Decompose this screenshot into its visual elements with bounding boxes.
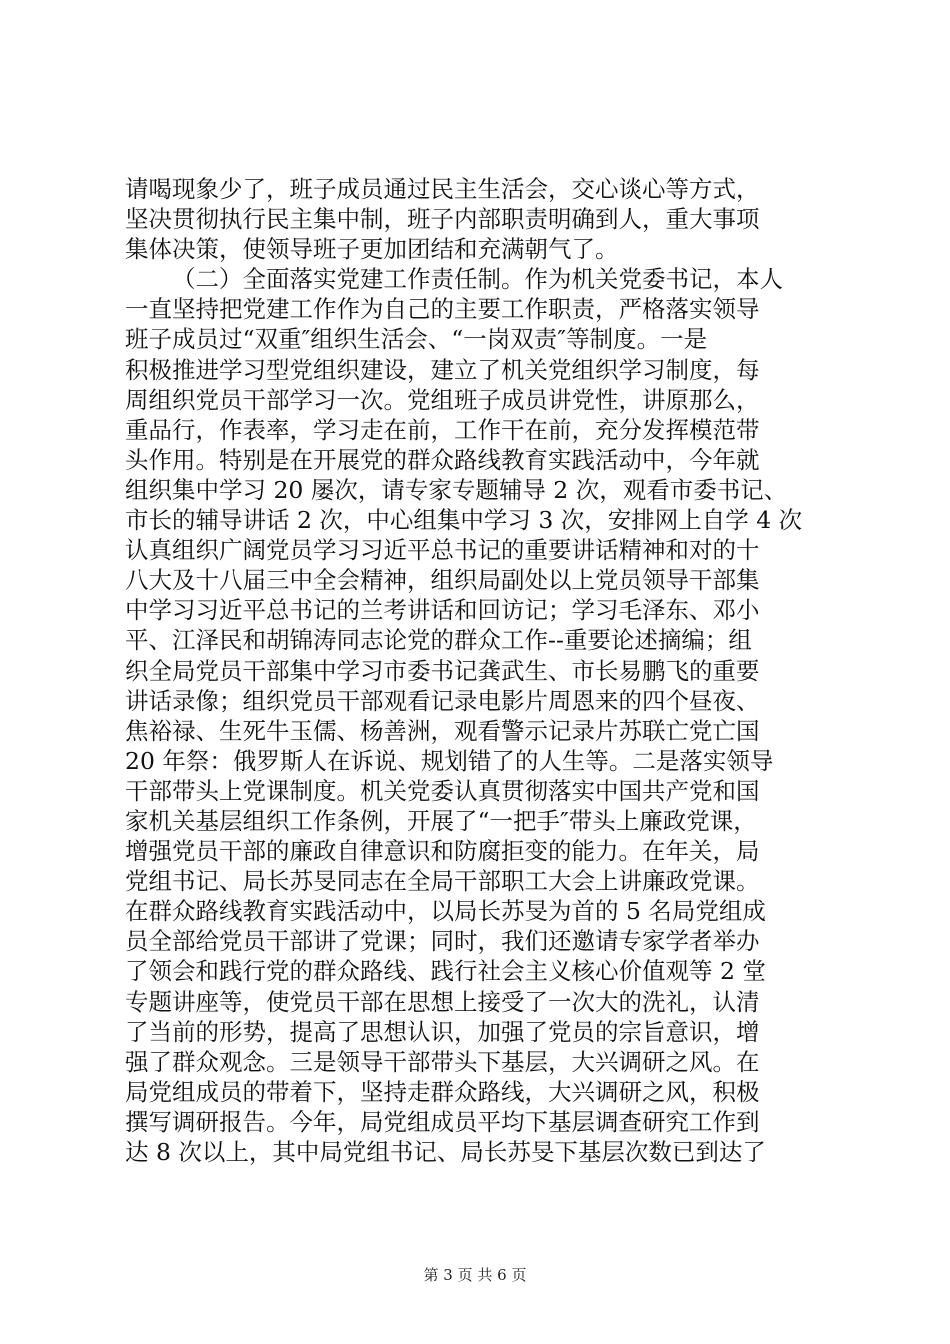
text-line: 强了群众观念。三是领导干部带头下基层，大兴调研之风。在	[125, 1047, 760, 1076]
text-line: 焦裕禄、生死牛玉儒、杨善洲，观看警示记录片苏联亡党亡国	[125, 716, 760, 745]
text-line: 织全局党员干部集中学习市委书记龚武生、市长易鹏飞的重要	[125, 656, 760, 685]
text-line: 了领会和践行党的群众路线、践行社会主义核心价值观等 2 堂	[125, 957, 766, 986]
text-line: 重品行，作表率，学习走在前，工作干在前，充分发挥模范带	[125, 415, 760, 444]
body-text	[125, 174, 835, 1167]
text-line: 一直坚持把党建工作作为自己的主要工作职责，严格落实领导	[125, 295, 760, 324]
text-line: 坚决贯彻执行民主集中制，班子内部职责明确到人，重大事项	[125, 205, 760, 234]
text-line: 了当前的形势，提高了思想认识，加强了党员的宗旨意识，增	[125, 1017, 760, 1046]
text-line: 中学习习近平总书记的兰考讲话和回访记；学习毛泽东、邓小	[125, 596, 760, 625]
text-line: 八大及十八届三中全会精神，组织局副处以上党员领导干部集	[125, 566, 760, 595]
text-line: 党组书记、局长苏旻同志在全局干部职工大会上讲廉政党课。	[125, 867, 760, 896]
text-line: 周组织党员干部学习一次。党组班子成员讲党性，讲原那么，	[125, 385, 760, 414]
text-line: 组织集中学习 20 屡次，请专家专题辅导 2 次，观看市委书记、	[125, 475, 788, 504]
text-line: 专题讲座等，使党员干部在思想上接受了一次大的洗礼，认清	[125, 987, 760, 1016]
paragraph-start-line: （二）全面落实党建工作责任制。作为机关党委书记，本人	[172, 265, 783, 294]
text-line: 平、江泽民和胡锦涛同志论党的群众工作--重要论述摘编；组	[125, 626, 752, 655]
text-line: 市长的辅导讲话 2 次，中心组集中学习 3 次，安排网上自学 4 次	[125, 506, 803, 535]
text-line: 头作用。特别是在开展党的群众路线教育实践活动中，今年就	[125, 445, 760, 474]
text-line: 在群众路线教育实践活动中，以局长苏旻为首的 5 名局党组成	[125, 897, 766, 926]
text-line: 讲话录像；组织党员干部观看记录电影片周恩来的四个昼夜、	[125, 686, 760, 715]
text-line: 达 8 次以上，其中局党组书记、局长苏旻下基层次数已到达了	[125, 1138, 766, 1166]
text-line: 员全部给党员干部讲了党课；同时，我们还邀请专家学者举办	[125, 927, 760, 956]
text-line: 班子成员过“双重″组织生活会、“一岗双责″等制度。一是	[125, 325, 708, 354]
text-line: 撰写调研报告。今年，局党组成员平均下基层调查研究工作到	[125, 1107, 760, 1136]
text-line: 20 年祭：俄罗斯人在诉说、规划错了的人生等。二是落实领导	[125, 746, 774, 775]
page-number-footer: 第 3 页 共 6 页	[423, 1266, 527, 1284]
text-line: 增强党员干部的廉政自律意识和防腐拒变的能力。在年关，局	[125, 837, 760, 866]
text-line: 局党组成员的带着下，坚持走群众路线，大兴调研之风，积极	[125, 1077, 760, 1106]
text-line: 请喝现象少了，班子成员通过民主生活会，交心谈心等方式，	[125, 175, 760, 203]
text-line: 积极推进学习型党组织建设，建立了机关党组织学习制度，每	[125, 355, 760, 384]
text-line: 干部带头上党课制度。机关党委认真贯彻落实中国共产党和国	[125, 776, 760, 805]
text-line: 认真组织广阔党员学习习近平总书记的重要讲话精神和对的十	[125, 536, 760, 565]
text-line: 集体决策，使领导班子更加团结和充满朝气了。	[125, 235, 619, 264]
text-line: 家机关基层组织工作条例，开展了“一把手″带头上廉政党课，	[125, 806, 757, 835]
